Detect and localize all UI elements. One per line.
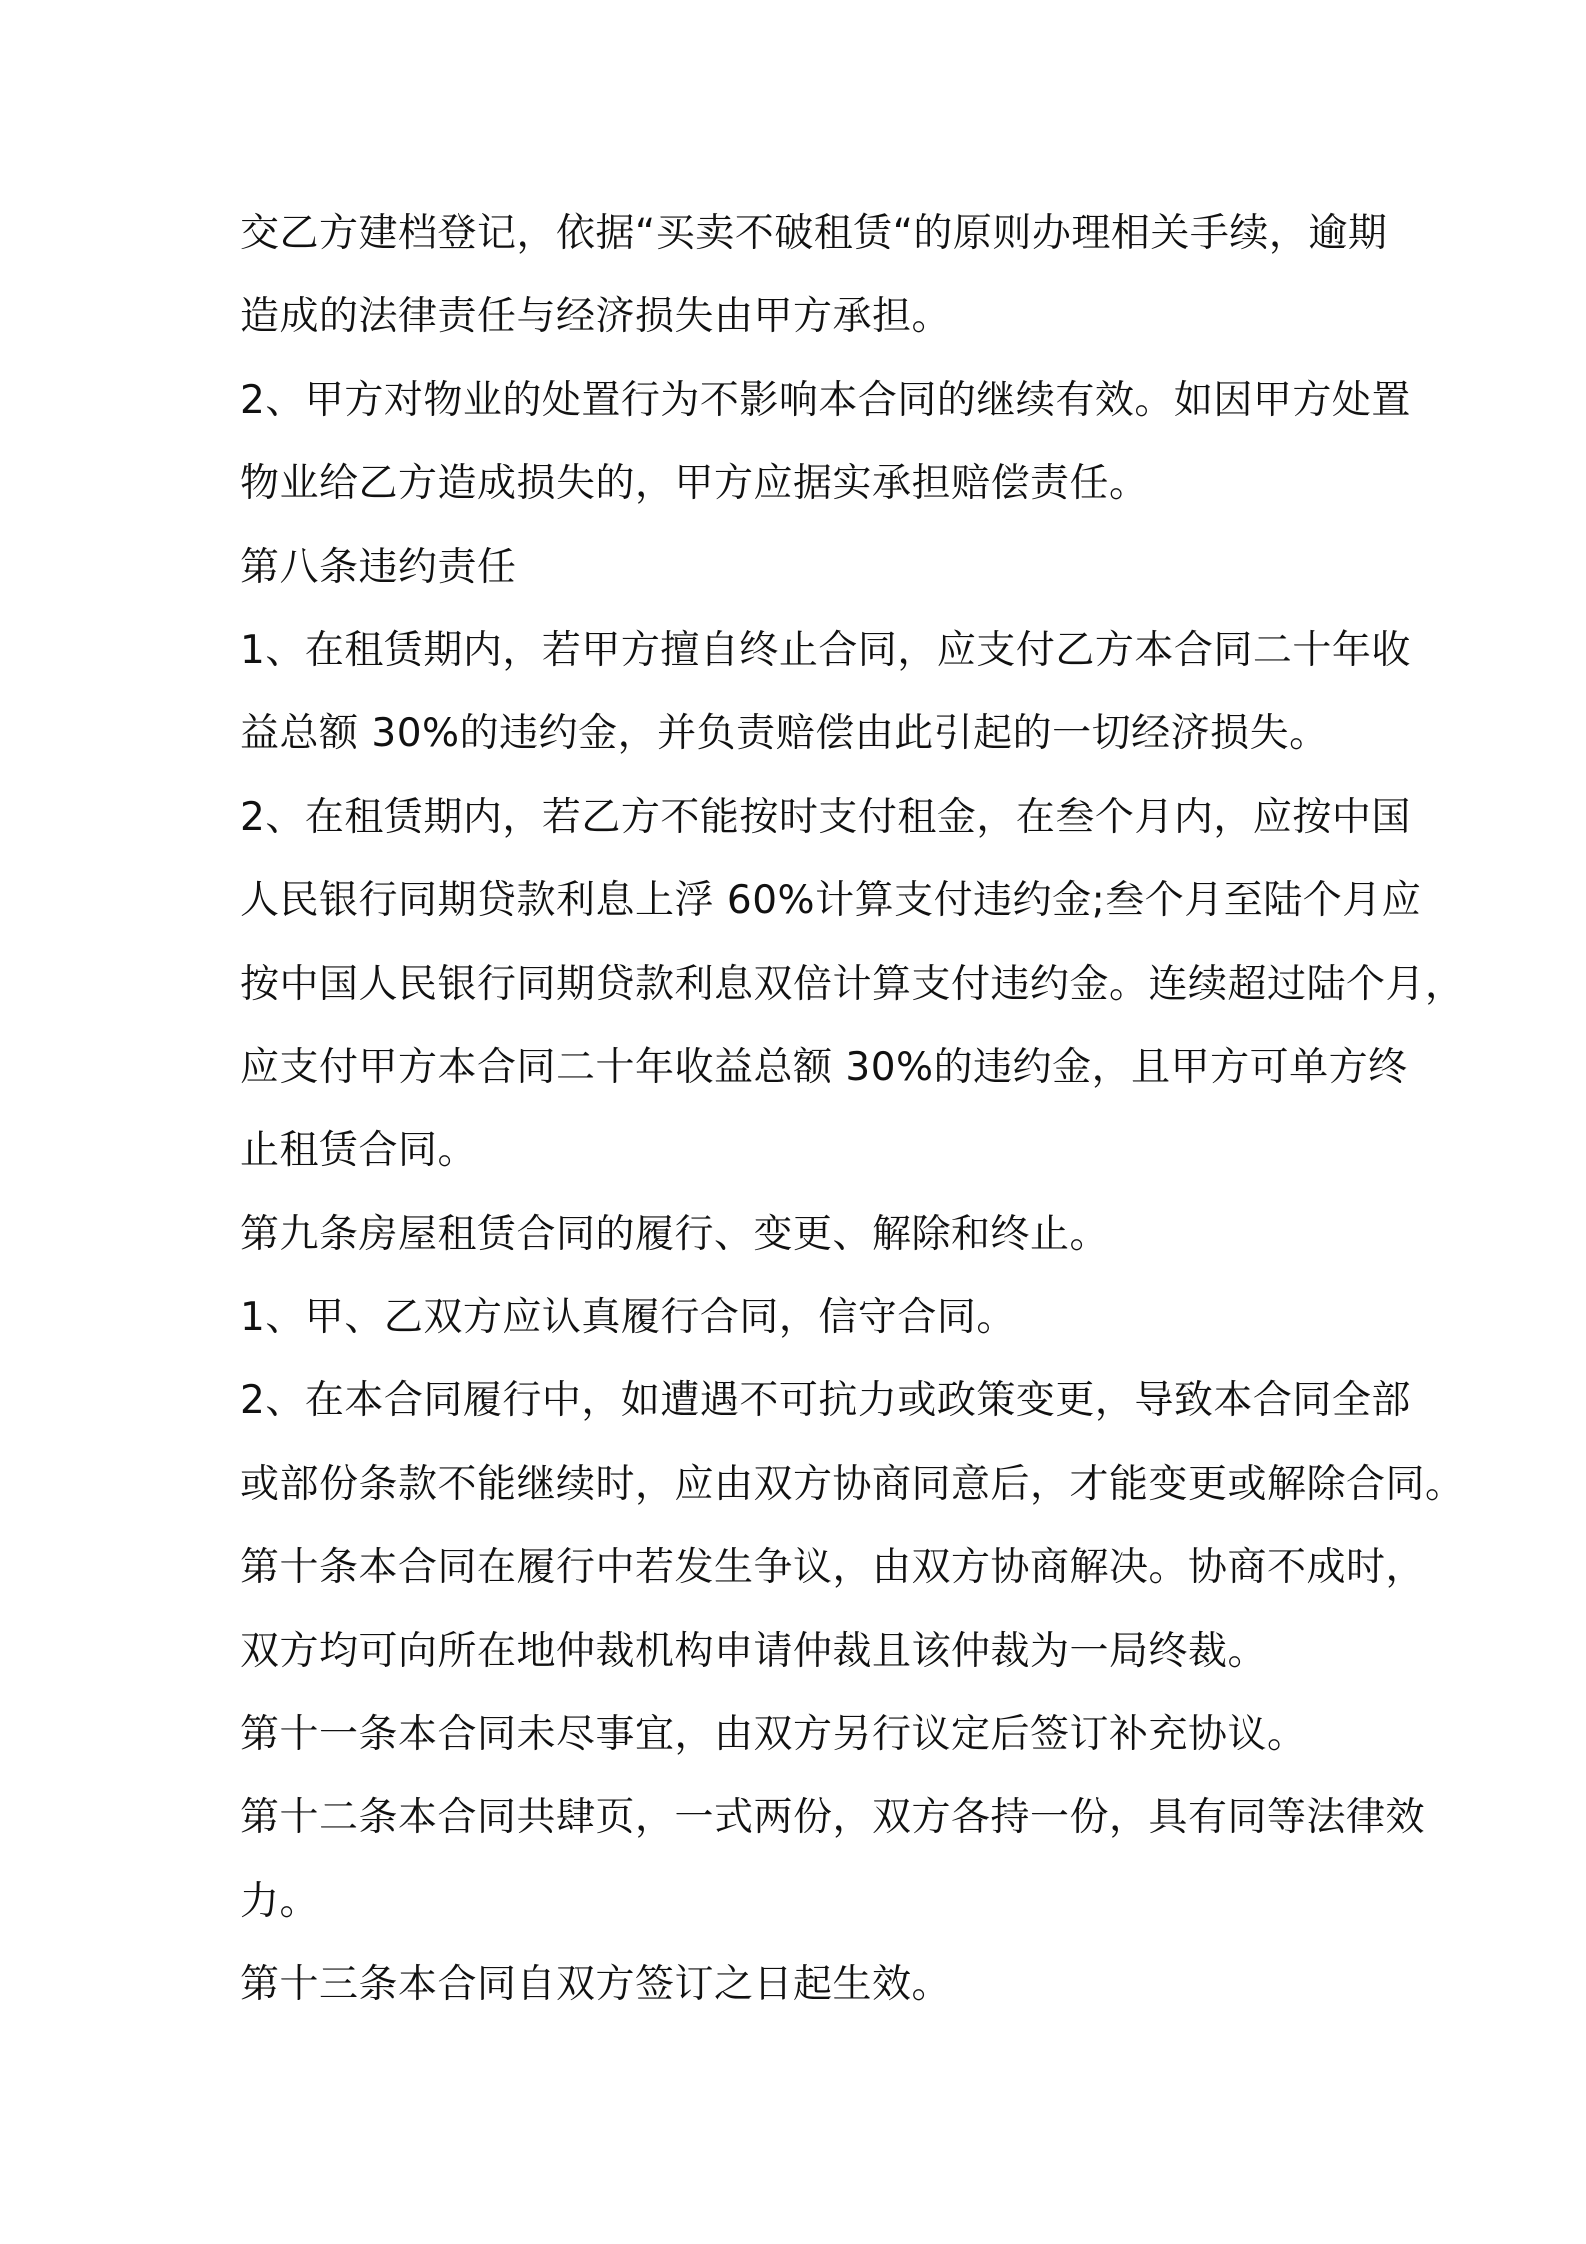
text-line-18: 双方均可向所在地仲裁机构申请仲裁且该仲裁为一局终裁。 [240,1628,1268,1674]
text-line-6: 1、在租赁期内，若甲方擅自终止合同，应支付乙方本合同二十年收 [240,627,1411,673]
text-line-14: 1、甲、乙双方应认真履行合同，信守合同。 [240,1295,1016,1341]
section-heading-article-8: 第八条违约责任 [240,544,517,590]
text-line-1: 交乙方建档登记，依据“买卖不破租赁“的原则办理相关手续，逾期 [240,211,1388,256]
text-line-10: 按中国人民银行同期贷款利息双倍计算支付违约金。连续超过陆个月， [240,961,1465,1007]
text-line-7: 益总额 30%的违约金，并负责赔偿由此引起的一切经济损失。 [240,711,1329,757]
text-line-21: 力。 [240,1878,320,1924]
text-line-3: 2、甲方对物业的处置行为不影响本合同的继续有效。如因甲方处置 [240,377,1411,423]
text-line-15: 2、在本合同履行中，如遭遇不可抗力或政策变更，导致本合同全部 [240,1378,1411,1424]
contract-text [240,192,1465,2027]
text-line-11: 应支付甲方本合同二十年收益总额 30%的违约金，且甲方可单方终 [240,1044,1408,1090]
section-article-12: 第十二条本合同共肆页，一式两份，双方各持一份，具有同等法律效 [240,1795,1426,1841]
text-line-8: 2、在租赁期内，若乙方不能按时支付租金，在叁个月内，应按中国 [240,794,1411,840]
section-article-13: 第十三条本合同自双方签订之日起生效。 [240,1962,952,2008]
text-line-9: 人民银行同期贷款利息上浮 60%计算支付违约金;叁个月至陆个月应 [240,878,1422,924]
section-article-10: 第十条本合同在履行中若发生争议，由双方协商解决。协商不成时， [240,1545,1426,1591]
text-line-4: 物业给乙方造成损失的，甲方应据实承担赔偿责任。 [240,461,1149,507]
section-article-11: 第十一条本合同未尽事宜，由双方另行议定后签订补充协议。 [240,1712,1307,1758]
text-line-12: 止租赁合同。 [240,1128,478,1174]
text-line-2: 造成的法律责任与经济损失由甲方承担。 [240,294,952,340]
text-line-16: 或部份条款不能继续时，应由双方协商同意后，才能变更或解除合同。 [240,1461,1465,1507]
section-heading-article-9: 第九条房屋租赁合同的履行、变更、解除和终止。 [240,1211,1110,1257]
